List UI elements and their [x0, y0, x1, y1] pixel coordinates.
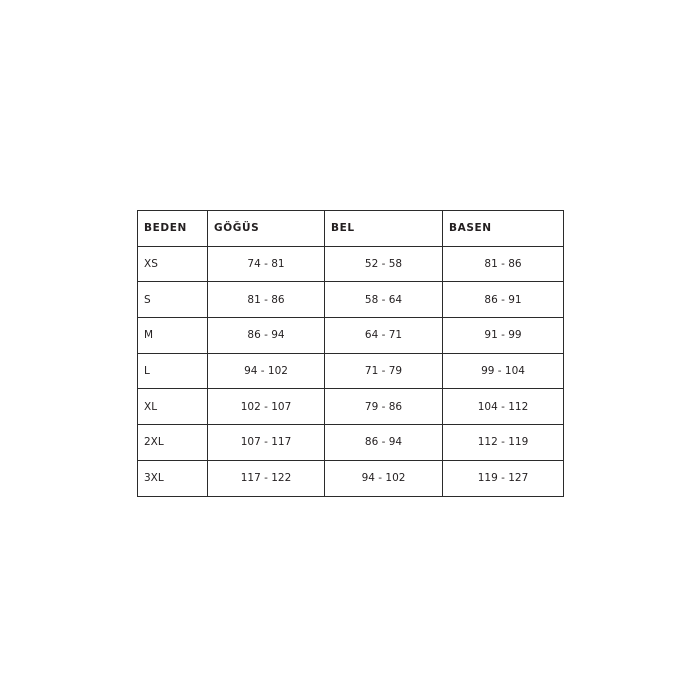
size-chart — [137, 210, 563, 497]
cell-beden: M — [138, 318, 208, 354]
cell-bel: 52 - 58 — [325, 246, 443, 282]
cell-bel: 64 - 71 — [325, 318, 443, 354]
cell-bel: 58 - 64 — [325, 282, 443, 318]
cell-basen: 119 - 127 — [443, 460, 564, 496]
cell-basen: 99 - 104 — [443, 353, 564, 389]
cell-basen: 81 - 86 — [443, 246, 564, 282]
cell-basen: 91 - 99 — [443, 318, 564, 354]
column-header-gogus: GÖĞÜS — [208, 211, 325, 247]
cell-gogus: 74 - 81 — [208, 246, 325, 282]
table-row — [138, 318, 564, 354]
cell-beden: 2XL — [138, 425, 208, 461]
cell-beden: L — [138, 353, 208, 389]
cell-gogus: 102 - 107 — [208, 389, 325, 425]
table-row — [138, 246, 564, 282]
cell-basen: 104 - 112 — [443, 389, 564, 425]
cell-bel: 71 - 79 — [325, 353, 443, 389]
size-chart-table — [137, 210, 564, 497]
cell-basen: 112 - 119 — [443, 425, 564, 461]
table-row — [138, 389, 564, 425]
table-row — [138, 282, 564, 318]
cell-beden: 3XL — [138, 460, 208, 496]
column-header-basen: BASEN — [443, 211, 564, 247]
cell-bel: 79 - 86 — [325, 389, 443, 425]
cell-bel: 86 - 94 — [325, 425, 443, 461]
cell-basen: 86 - 91 — [443, 282, 564, 318]
column-header-bel: BEL — [325, 211, 443, 247]
cell-gogus: 117 - 122 — [208, 460, 325, 496]
cell-gogus: 94 - 102 — [208, 353, 325, 389]
table-row — [138, 353, 564, 389]
table-header — [138, 211, 564, 247]
table-row — [138, 460, 564, 496]
table-body — [138, 246, 564, 496]
cell-gogus: 81 - 86 — [208, 282, 325, 318]
cell-beden: S — [138, 282, 208, 318]
table-row — [138, 425, 564, 461]
column-header-beden: BEDEN — [138, 211, 208, 247]
table-header-row — [138, 211, 564, 247]
cell-beden: XS — [138, 246, 208, 282]
cell-gogus: 86 - 94 — [208, 318, 325, 354]
cell-gogus: 107 - 117 — [208, 425, 325, 461]
cell-beden: XL — [138, 389, 208, 425]
cell-bel: 94 - 102 — [325, 460, 443, 496]
